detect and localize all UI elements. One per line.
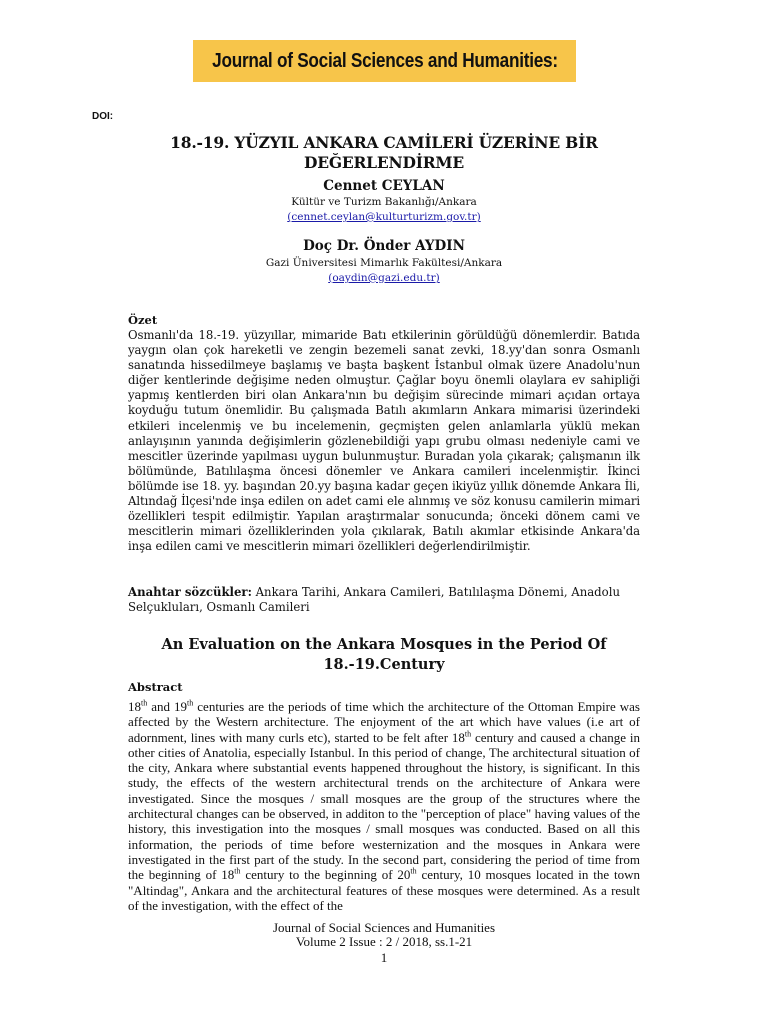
abstract-text-part: century, 10 mosques located in the town "Altindag", Ankara and the architectural features of these mosques were determined. As a result of the investigation, with the effect of the bbox=[128, 867, 640, 913]
page-number: 1 bbox=[380, 950, 388, 965]
doi-label: DOI: bbox=[92, 111, 114, 122]
author-affiliation-1: Kültür ve Turizm Bakanlığı/Ankara bbox=[291, 196, 477, 208]
abstract-text-part: centuries are the periods of time which the architecture of the Ottoman Empire was affected by the Western architecture. The enjoyment of the art which have values (i.e art of adornment, lines with many curls etc), started to be felt after 18 bbox=[128, 699, 640, 745]
author-email-2 bbox=[110, 272, 658, 284]
paper-title-en-line2: 18.-19.Century bbox=[323, 656, 445, 673]
abstract-sup: th bbox=[141, 698, 148, 708]
abstract-sup: th bbox=[187, 698, 194, 708]
author-name-1: Cennet CEYLAN bbox=[323, 178, 445, 194]
abstract-sup: th bbox=[410, 866, 417, 876]
paper-title-en-line1: An Evaluation on the Ankara Mosques in the Period Of bbox=[161, 636, 607, 653]
paper-title-tr bbox=[110, 133, 658, 173]
keywords-text: Ankara Tarihi, Ankara Camileri, Batılılaşma Dönemi, Anadolu Selçukluları, Osmanlı Camileri bbox=[128, 585, 620, 615]
author-email-1 bbox=[110, 211, 658, 223]
author-affiliation-2: Gazi Üniversitesi Mimarlık Fakültesi/Ankara bbox=[265, 257, 503, 269]
abstract-heading: Abstract bbox=[128, 680, 183, 694]
abstract-body bbox=[128, 699, 640, 913]
journal-banner bbox=[193, 40, 576, 82]
author-email-link-2[interactable]: (oaydin@gazi.edu.tr) bbox=[328, 272, 440, 284]
abstract-text-part: century to the beginning of 20 bbox=[240, 867, 411, 883]
journal-banner-text: Journal of Social Sciences and Humanities: bbox=[211, 49, 558, 72]
footer-journal: Journal of Social Sciences and Humanities bbox=[272, 920, 496, 935]
ozet-heading: Özet bbox=[128, 313, 158, 327]
paper-title-tr-line2: DEĞERLENDİRME bbox=[303, 153, 464, 172]
keywords-label: Anahtar sözcükler: bbox=[128, 585, 252, 599]
paper-title-en bbox=[110, 635, 658, 675]
abstract-sup: th bbox=[234, 866, 241, 876]
paper-title-tr-line1: 18.-19. YÜZYIL ANKARA CAMİLERİ ÜZERİNE BİR bbox=[170, 133, 598, 152]
abstract-text-part: and 19 bbox=[147, 699, 188, 714]
abstract-text-part: 18 bbox=[128, 699, 141, 714]
author-email-link-1[interactable]: (cennet.ceylan@kulturturizm.gov.tr) bbox=[287, 211, 481, 223]
author-name-2: Doç Dr. Önder AYDIN bbox=[303, 238, 465, 254]
keywords bbox=[128, 585, 640, 615]
abstract-text-part: century and caused a change in other cities of Anatolia, especially Istanbul. In this period of change, The architectural situation of the city, Ankara where substantial events happened throughout the history, is significant. In this study, the effects of the western architectural trends on the architecture of Ankara were investigated. Since the mosques / small mosques are the group of the structures where the architectural changes can be observed, in additon to the "perception of place" having values of the history, this investigation into the mosques / small mosques was conducted. Based on all this information, the periods of time before westernization and the mosques in Ankara were investigated in the first part of the study. In the second part, considering the period of time from the beginning of 18 bbox=[128, 729, 641, 883]
ozet-body: Osmanlı'da 18.-19. yüzyıllar, mimaride Batı etkilerinin görüldüğü dönemlerdir. Batıda yaygın olan çok hareketli ve zengin bezemeli sanat zevki, 18.yy'dan sonra Osmanlı sanatında hissedilmeye başlamış ve başta başkent İstanbul olmak üzere Anadolu'nun diğer kentlerinde değişime neden olmuştur. Çağlar boyu önemli olaylara ev sahipliği yapmış kentlerden biri olan Ankara'nın bu değişim sürecinde mimari açıdan ortaya koyduğu tutum önemlidir. Bu çalışmada Batılı akımların Ankara mimarisi üzerindeki etkileri incelenmiş ve bu incelemenin, geçmişten gelen anlamlarla yüklü mekan anlayışının yanında değişimlerin gözlenebildiği yapı grubu olması nedeniyle cami ve mescitler üzerinde yapılması uygun bulunmuştur. Buradan yola çıkarak; çalışmanın ilk bölümünde, Batılılaşma öncesi dönemler ve Ankara camileri incelenmiştir. İkinci bölümde ise 18. yy. başından 20.yy başına kadar geçen ikiyüz yıllık dönemde Ankara İli, Altındağ İlçesi'nde inşa edilen on adet cami ele alınmış ve söz konusu camilerin mimari özellikleri tespit edilmiştir. Yapılan araştırmalar sonucunda; önceki dönem cami ve mescitlerin mimari özelliklerinden yola çıkılarak, Batılı akımlar etkisinde Ankara'da inşa edilen cami ve mescitlerin mimari özellikleri değerlendirilmiştir. bbox=[128, 328, 640, 554]
footer-issue: Volume 2 Issue : 2 / 2018, ss.1-21 bbox=[295, 934, 473, 949]
abstract-sup: th bbox=[464, 729, 472, 739]
